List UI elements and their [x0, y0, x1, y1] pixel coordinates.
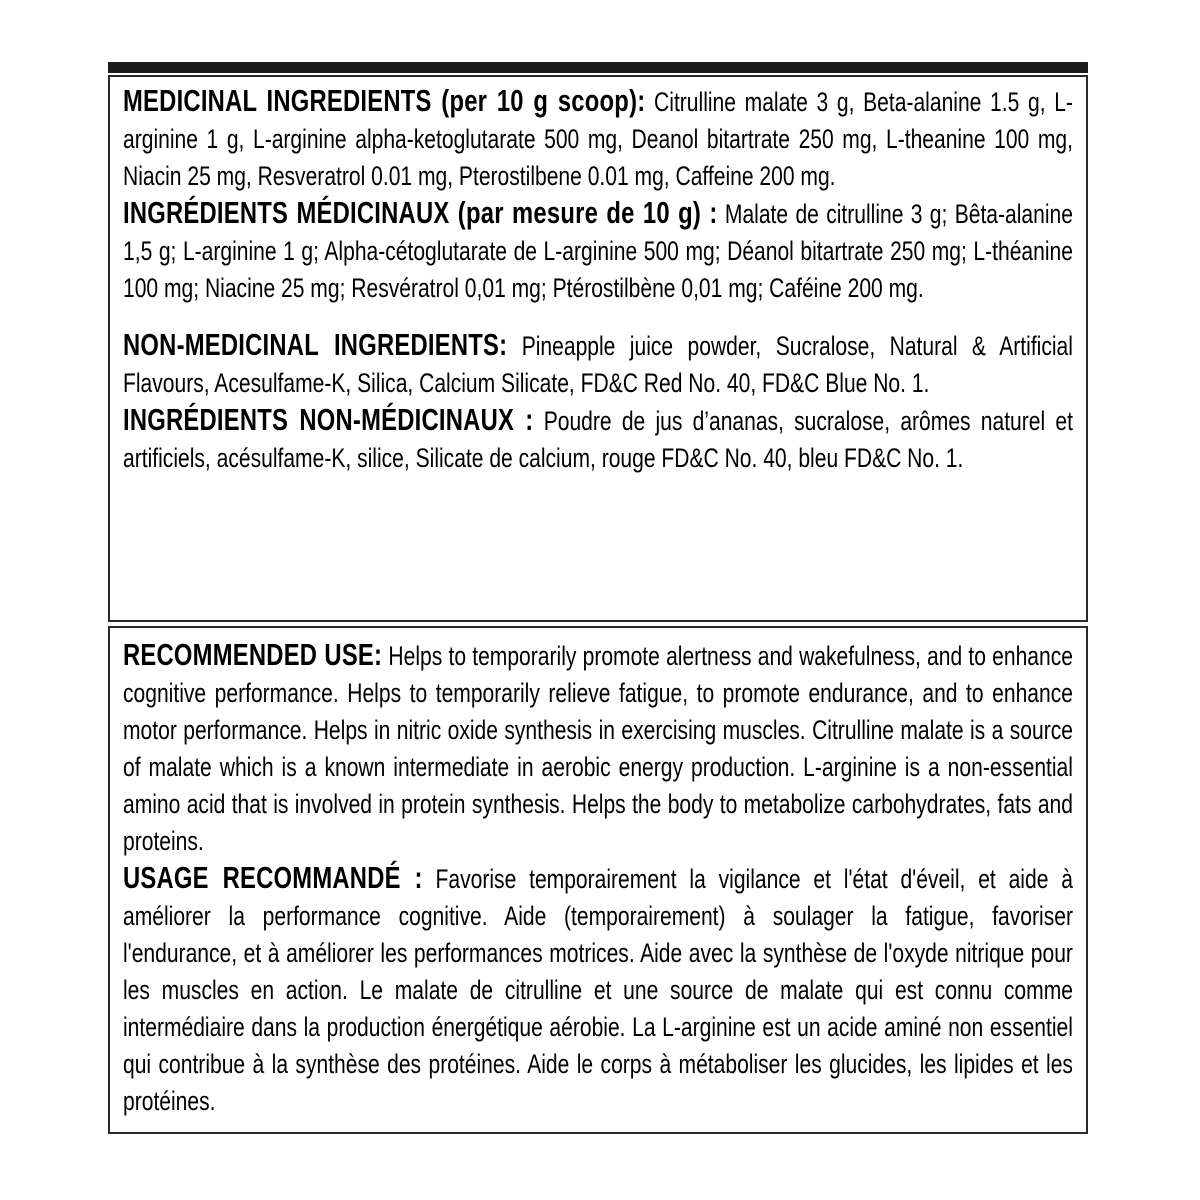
non-medicinal-ingredients-fr-paragraph — [123, 402, 1073, 477]
ingredients-panel — [108, 75, 1088, 622]
recommended-use-en-heading: RECOMMENDED USE: — [123, 638, 383, 672]
medicinal-ingredients-en-paragraph — [123, 83, 1073, 195]
recommended-use-en-body: Helps to temporarily promote alertness and wakefulness, and to enhance cognitive performance. Helps to temporarily relieve fatigue, to promote endurance, and to enhance motor performance. Helps in nitric oxide synthesis in exercising muscles. Citrulline malate is a source of malate which is a known intermediate in aerobic energy production. L-arginine is a non-essential amino acid that is involved in protein synthesis. Helps the body to metabolize carbohydrates, fats and proteins. — [123, 641, 1073, 856]
non-medicinal-ingredients-fr-body: Poudre de jus d’ananas, sucralose, arômes naturel et artificiels, acésulfame-K, silice, Silicate de calcium, rouge FD&C No. 40, bleu FD&C No. 1. — [123, 406, 1073, 473]
non-medicinal-ingredients-en-body: Pineapple juice powder, Sucralose, Natural & Artificial Flavours, Acesulfame-K, Silica, Calcium Silicate, FD&C Red No. 40, FD&C Blue No. 1. — [123, 331, 1073, 398]
ingredients-panel-text — [123, 83, 1073, 477]
label-top-bar — [108, 62, 1088, 73]
recommended-use-fr-heading: USAGE RECOMMANDÉ : — [123, 861, 423, 895]
non-medicinal-ingredients-fr-heading: INGRÉDIENTS NON-MÉDICINAUX : — [123, 403, 534, 437]
medicinal-ingredients-en-body: Citrulline malate 3 g, Beta-alanine 1.5 g, L-arginine 1 g, L-arginine alpha-ketoglutarate 500 mg, Deanol bitartrate 250 mg, L-theanine 100 mg, Niacin 25 mg, Resveratrol 0.01 mg, Pterostilbene 0.01 mg, Caffeine 200 mg. — [123, 87, 1073, 191]
recommended-use-panel-text — [123, 637, 1073, 1120]
medicinal-ingredients-fr-body: Malate de citrulline 3 g; Bêta-alanine 1,5 g; L-arginine 1 g; Alpha-cétoglutarate de L-arginine 500 mg; Déanol bitartrate 250 mg; L-théanine 100 mg; Niacine 25 mg; Resvératrol 0,01 mg; Ptérostilbène 0,01 mg; Caféine 200 mg. — [123, 199, 1073, 303]
non-medicinal-ingredients-en-heading: NON-MEDICINAL INGREDIENTS: — [123, 328, 508, 362]
recommended-use-panel — [108, 626, 1088, 1134]
medicinal-ingredients-en-heading: MEDICINAL INGREDIENTS (per 10 g scoop): — [123, 84, 646, 118]
non-medicinal-ingredients-en-paragraph — [123, 327, 1073, 402]
recommended-use-fr-body: Favorise temporairement la vigilance et l'état d'éveil, et aide à améliorer la performance cognitive. Aide (temporairement) à soulager la fatigue, favoriser l'endurance, et à améliorer les performances motrices. Aide avec la synthèse de l'oxyde nitrique pour les muscles en action. Le malate de citrulline et une source de malate qui est connu comme intermédiaire dans la production énergétique aérobie. La L-arginine est un acide aminé non essentiel qui contribue à la synthèse des protéines. Aide le corps à métaboliser les glucides, les lipides et les protéines. — [123, 864, 1073, 1116]
recommended-use-fr-paragraph — [123, 860, 1073, 1120]
recommended-use-en-paragraph — [123, 637, 1073, 860]
supplement-label — [108, 62, 1088, 1134]
medicinal-ingredients-fr-paragraph — [123, 195, 1073, 307]
medicinal-ingredients-fr-heading: INGRÉDIENTS MÉDICINAUX (par mesure de 10 g) : — [123, 196, 718, 230]
